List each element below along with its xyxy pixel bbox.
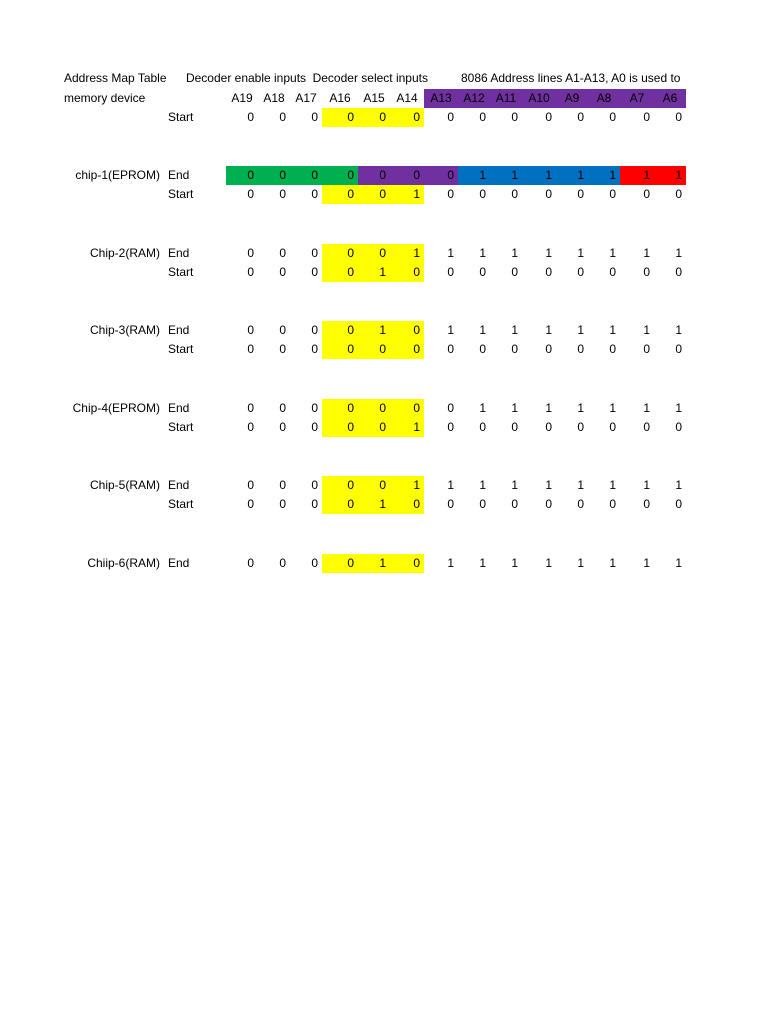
bit-cell: 0	[609, 265, 616, 279]
bit-cell: 0	[311, 265, 318, 279]
bit-cell: 0	[643, 265, 650, 279]
bit-cell: 0	[643, 420, 650, 434]
bit-cell: 0	[247, 420, 254, 434]
column-header-a6: A6	[662, 91, 678, 105]
bit-cell: 1	[379, 497, 386, 511]
bit-cell: 1	[609, 401, 616, 415]
column-header-a7: A7	[629, 91, 645, 105]
column-header-a18: A18	[263, 91, 285, 105]
bit-cell: 0	[279, 401, 286, 415]
column-header-a11: A11	[495, 91, 517, 105]
bit-cell: 0	[279, 556, 286, 570]
bit-cell: 0	[609, 110, 616, 124]
bit-cell: 0	[479, 187, 486, 201]
bit-cell: 0	[379, 401, 386, 415]
bit-cell: 0	[347, 420, 354, 434]
bit-cell: 0	[347, 323, 354, 337]
bit-cell: 1	[545, 478, 552, 492]
bit-cell: 0	[511, 265, 518, 279]
bit-cell: 0	[545, 420, 552, 434]
bit-cell: 0	[545, 110, 552, 124]
bit-cell: 0	[511, 420, 518, 434]
chip-label: chip-1(EPROM)	[75, 168, 160, 182]
bit-cell: 1	[479, 401, 486, 415]
bit-cell: 1	[413, 246, 420, 260]
bit-cell: 1	[577, 323, 584, 337]
bit-cell: 0	[577, 187, 584, 201]
bit-cell: 1	[479, 478, 486, 492]
table-title: Address Map Table	[64, 71, 167, 85]
bit-cell: 0	[447, 420, 454, 434]
bit-cell: 1	[511, 556, 518, 570]
bit-cell: 1	[577, 401, 584, 415]
address-lines-header: 8086 Address lines A1-A13, A0 is used to	[461, 71, 681, 85]
bit-cell: 1	[545, 556, 552, 570]
bit-cell: 0	[545, 265, 552, 279]
memory-device-header: memory device	[64, 91, 146, 105]
bit-cell: 0	[447, 342, 454, 356]
bit-cell: 0	[247, 110, 254, 124]
bit-cell: 1	[675, 323, 682, 337]
bit-cell: 0	[511, 187, 518, 201]
decoder-select-header-cell	[312, 69, 428, 88]
bit-cell: 1	[643, 556, 650, 570]
bit-cell: 1	[511, 478, 518, 492]
column-header-a14: A14	[396, 91, 418, 105]
row-kind-label: Start	[168, 342, 194, 356]
bit-cell: 1	[577, 478, 584, 492]
bit-cell: 0	[347, 342, 354, 356]
bit-cell: 1	[577, 246, 584, 260]
bit-cell: 0	[577, 110, 584, 124]
row-kind-label: Start	[168, 187, 194, 201]
bit-cell: 0	[379, 187, 386, 201]
bit-cell: 0	[413, 168, 420, 182]
bit-cell: 0	[311, 420, 318, 434]
bit-cell: 0	[311, 497, 318, 511]
bit-cell: 0	[311, 187, 318, 201]
bit-cell: 0	[643, 187, 650, 201]
row-kind-label: End	[168, 478, 190, 492]
bit-cell: 0	[675, 265, 682, 279]
bit-cell: 0	[413, 556, 420, 570]
bit-cell: 0	[413, 497, 420, 511]
bit-cell: 0	[379, 246, 386, 260]
bit-cell: 0	[247, 187, 254, 201]
row-kind-label: End	[168, 556, 190, 570]
bit-cell: 1	[643, 401, 650, 415]
decoder-enable-header: Decoder enable inputs	[185, 71, 307, 85]
bit-cell: 0	[379, 342, 386, 356]
chip-label: Chip-4(EPROM)	[72, 401, 160, 415]
bit-cell: 0	[643, 342, 650, 356]
bit-cell: 0	[479, 265, 486, 279]
column-header-a15: A15	[363, 91, 385, 105]
bit-cell: 0	[379, 168, 386, 182]
bit-cell: 1	[511, 323, 518, 337]
bit-cell: 1	[545, 323, 552, 337]
bit-cell: 0	[511, 110, 518, 124]
bit-cell: 1	[447, 323, 454, 337]
bit-cell: 0	[413, 323, 420, 337]
bit-cell: 0	[511, 342, 518, 356]
bit-cell: 0	[279, 323, 286, 337]
bit-cell: 1	[545, 401, 552, 415]
bit-cell: 1	[675, 478, 682, 492]
bit-cell: 1	[413, 187, 420, 201]
bit-cell: 1	[577, 556, 584, 570]
bit-cell: 0	[347, 187, 354, 201]
chip-label: Chip-5(RAM)	[89, 478, 160, 492]
bit-cell: 1	[479, 168, 486, 182]
column-header-a16: A16	[329, 91, 351, 105]
bit-cell: 1	[379, 323, 386, 337]
bit-cell: 0	[347, 401, 354, 415]
bit-cell: 0	[479, 342, 486, 356]
bit-cell: 0	[279, 246, 286, 260]
bit-cell: 1	[447, 556, 454, 570]
bit-cell: 0	[479, 420, 486, 434]
bit-cell: 0	[279, 420, 286, 434]
row-kind-label: End	[168, 168, 190, 182]
bit-cell: 1	[545, 246, 552, 260]
bit-cell: 0	[379, 420, 386, 434]
bit-cell: 0	[247, 323, 254, 337]
bit-cell: 1	[511, 246, 518, 260]
bit-cell: 0	[447, 265, 454, 279]
bit-cell: 0	[447, 401, 454, 415]
bit-cell: 0	[577, 420, 584, 434]
bit-cell: 1	[609, 556, 616, 570]
bit-cell: 0	[545, 497, 552, 511]
chip-label: Chip-3(RAM)	[89, 323, 160, 337]
bit-cell: 0	[379, 110, 386, 124]
bit-cell: 0	[643, 110, 650, 124]
bit-cell: 1	[479, 323, 486, 337]
bit-cell: 0	[379, 478, 386, 492]
bit-cell: 0	[545, 342, 552, 356]
bit-cell: 1	[675, 168, 682, 182]
bit-cell: 0	[511, 497, 518, 511]
decoder-select-header: Decoder select inputs	[312, 71, 428, 85]
column-header-a10: A10	[528, 91, 550, 105]
bit-cell: 0	[347, 110, 354, 124]
bit-cell: 0	[279, 265, 286, 279]
bit-cell: 1	[609, 323, 616, 337]
bit-cell: 0	[279, 478, 286, 492]
bit-cell: 0	[479, 497, 486, 511]
bit-cell: 1	[413, 478, 420, 492]
bit-cell: 0	[279, 110, 286, 124]
bit-cell: 0	[447, 168, 454, 182]
bit-cell: 0	[279, 187, 286, 201]
bit-cell: 1	[577, 168, 584, 182]
bit-cell: 0	[675, 342, 682, 356]
row-kind-label: End	[168, 323, 190, 337]
bit-cell: 0	[247, 265, 254, 279]
row-kind-label: Start	[168, 110, 194, 124]
column-header-a17: A17	[295, 91, 317, 105]
bit-cell: 0	[347, 556, 354, 570]
bit-cell: 0	[311, 323, 318, 337]
bit-cell: 1	[609, 168, 616, 182]
bit-cell: 0	[413, 110, 420, 124]
row-kind-label: End	[168, 246, 190, 260]
chip-label: Chip-2(RAM)	[89, 246, 160, 260]
bit-cell: 1	[447, 478, 454, 492]
bit-cell: 1	[643, 323, 650, 337]
bit-cell: 1	[511, 168, 518, 182]
bit-cell: 0	[643, 497, 650, 511]
column-header-a13: A13	[430, 91, 452, 105]
bit-cell: 1	[675, 401, 682, 415]
bit-cell: 0	[347, 246, 354, 260]
row-kind-label: Start	[168, 497, 194, 511]
bit-cell: 0	[675, 497, 682, 511]
bit-cell: 0	[247, 497, 254, 511]
bit-cell: 0	[311, 342, 318, 356]
row-kind-label: Start	[168, 420, 194, 434]
bit-cell: 0	[447, 110, 454, 124]
bit-cell: 1	[511, 401, 518, 415]
bit-cell: 0	[413, 265, 420, 279]
bit-cell: 0	[675, 420, 682, 434]
chip-label: Chiip-6(RAM)	[87, 556, 160, 570]
bit-cell: 1	[379, 556, 386, 570]
bit-cell: 0	[247, 342, 254, 356]
bit-cell: 1	[379, 265, 386, 279]
column-header-a8: A8	[596, 91, 612, 105]
bit-cell: 0	[609, 420, 616, 434]
bit-cell: 0	[447, 187, 454, 201]
bit-cell: 0	[545, 187, 552, 201]
bit-cell: 1	[609, 478, 616, 492]
bit-cell: 0	[609, 497, 616, 511]
bit-cell: 1	[643, 246, 650, 260]
bit-cell: 0	[413, 342, 420, 356]
bit-cell: 0	[577, 342, 584, 356]
bit-cell: 0	[347, 497, 354, 511]
bit-cell: 0	[247, 246, 254, 260]
bit-cell: 0	[675, 187, 682, 201]
column-header-a19: A19	[231, 91, 253, 105]
bit-cell: 0	[609, 342, 616, 356]
bit-cell: 0	[479, 110, 486, 124]
bit-cell: 0	[279, 497, 286, 511]
bit-cell: 0	[447, 497, 454, 511]
column-header-a12: A12	[463, 91, 485, 105]
bit-cell: 1	[479, 246, 486, 260]
bit-cell: 1	[413, 420, 420, 434]
row-kind-label: End	[168, 401, 190, 415]
bit-cell: 0	[247, 478, 254, 492]
bit-cell: 0	[247, 168, 254, 182]
bit-cell: 0	[247, 401, 254, 415]
bit-cell: 0	[577, 265, 584, 279]
bit-cell: 0	[347, 478, 354, 492]
bit-cell: 0	[577, 497, 584, 511]
bit-cell: 1	[545, 168, 552, 182]
row-kind-label: Start	[168, 265, 194, 279]
bit-cell: 0	[279, 342, 286, 356]
bit-cell: 0	[279, 168, 286, 182]
bit-cell: 1	[479, 556, 486, 570]
column-header-a9: A9	[564, 91, 580, 105]
bit-cell: 0	[247, 556, 254, 570]
address-lines-header-cell	[424, 69, 686, 88]
bit-cell: 0	[311, 110, 318, 124]
bit-cell: 1	[609, 246, 616, 260]
bit-cell: 1	[643, 168, 650, 182]
bit-cell: 0	[311, 401, 318, 415]
bit-cell: 1	[643, 478, 650, 492]
bit-cell: 1	[447, 246, 454, 260]
bit-cell: 0	[311, 556, 318, 570]
bit-cell: 1	[675, 556, 682, 570]
bit-cell: 0	[311, 168, 318, 182]
bit-cell: 0	[609, 187, 616, 201]
bit-cell: 0	[675, 110, 682, 124]
bit-cell: 0	[413, 401, 420, 415]
bit-cell: 1	[675, 246, 682, 260]
bit-cell: 0	[311, 478, 318, 492]
bit-cell: 0	[347, 168, 354, 182]
bit-cell: 0	[311, 246, 318, 260]
bit-cell: 0	[347, 265, 354, 279]
